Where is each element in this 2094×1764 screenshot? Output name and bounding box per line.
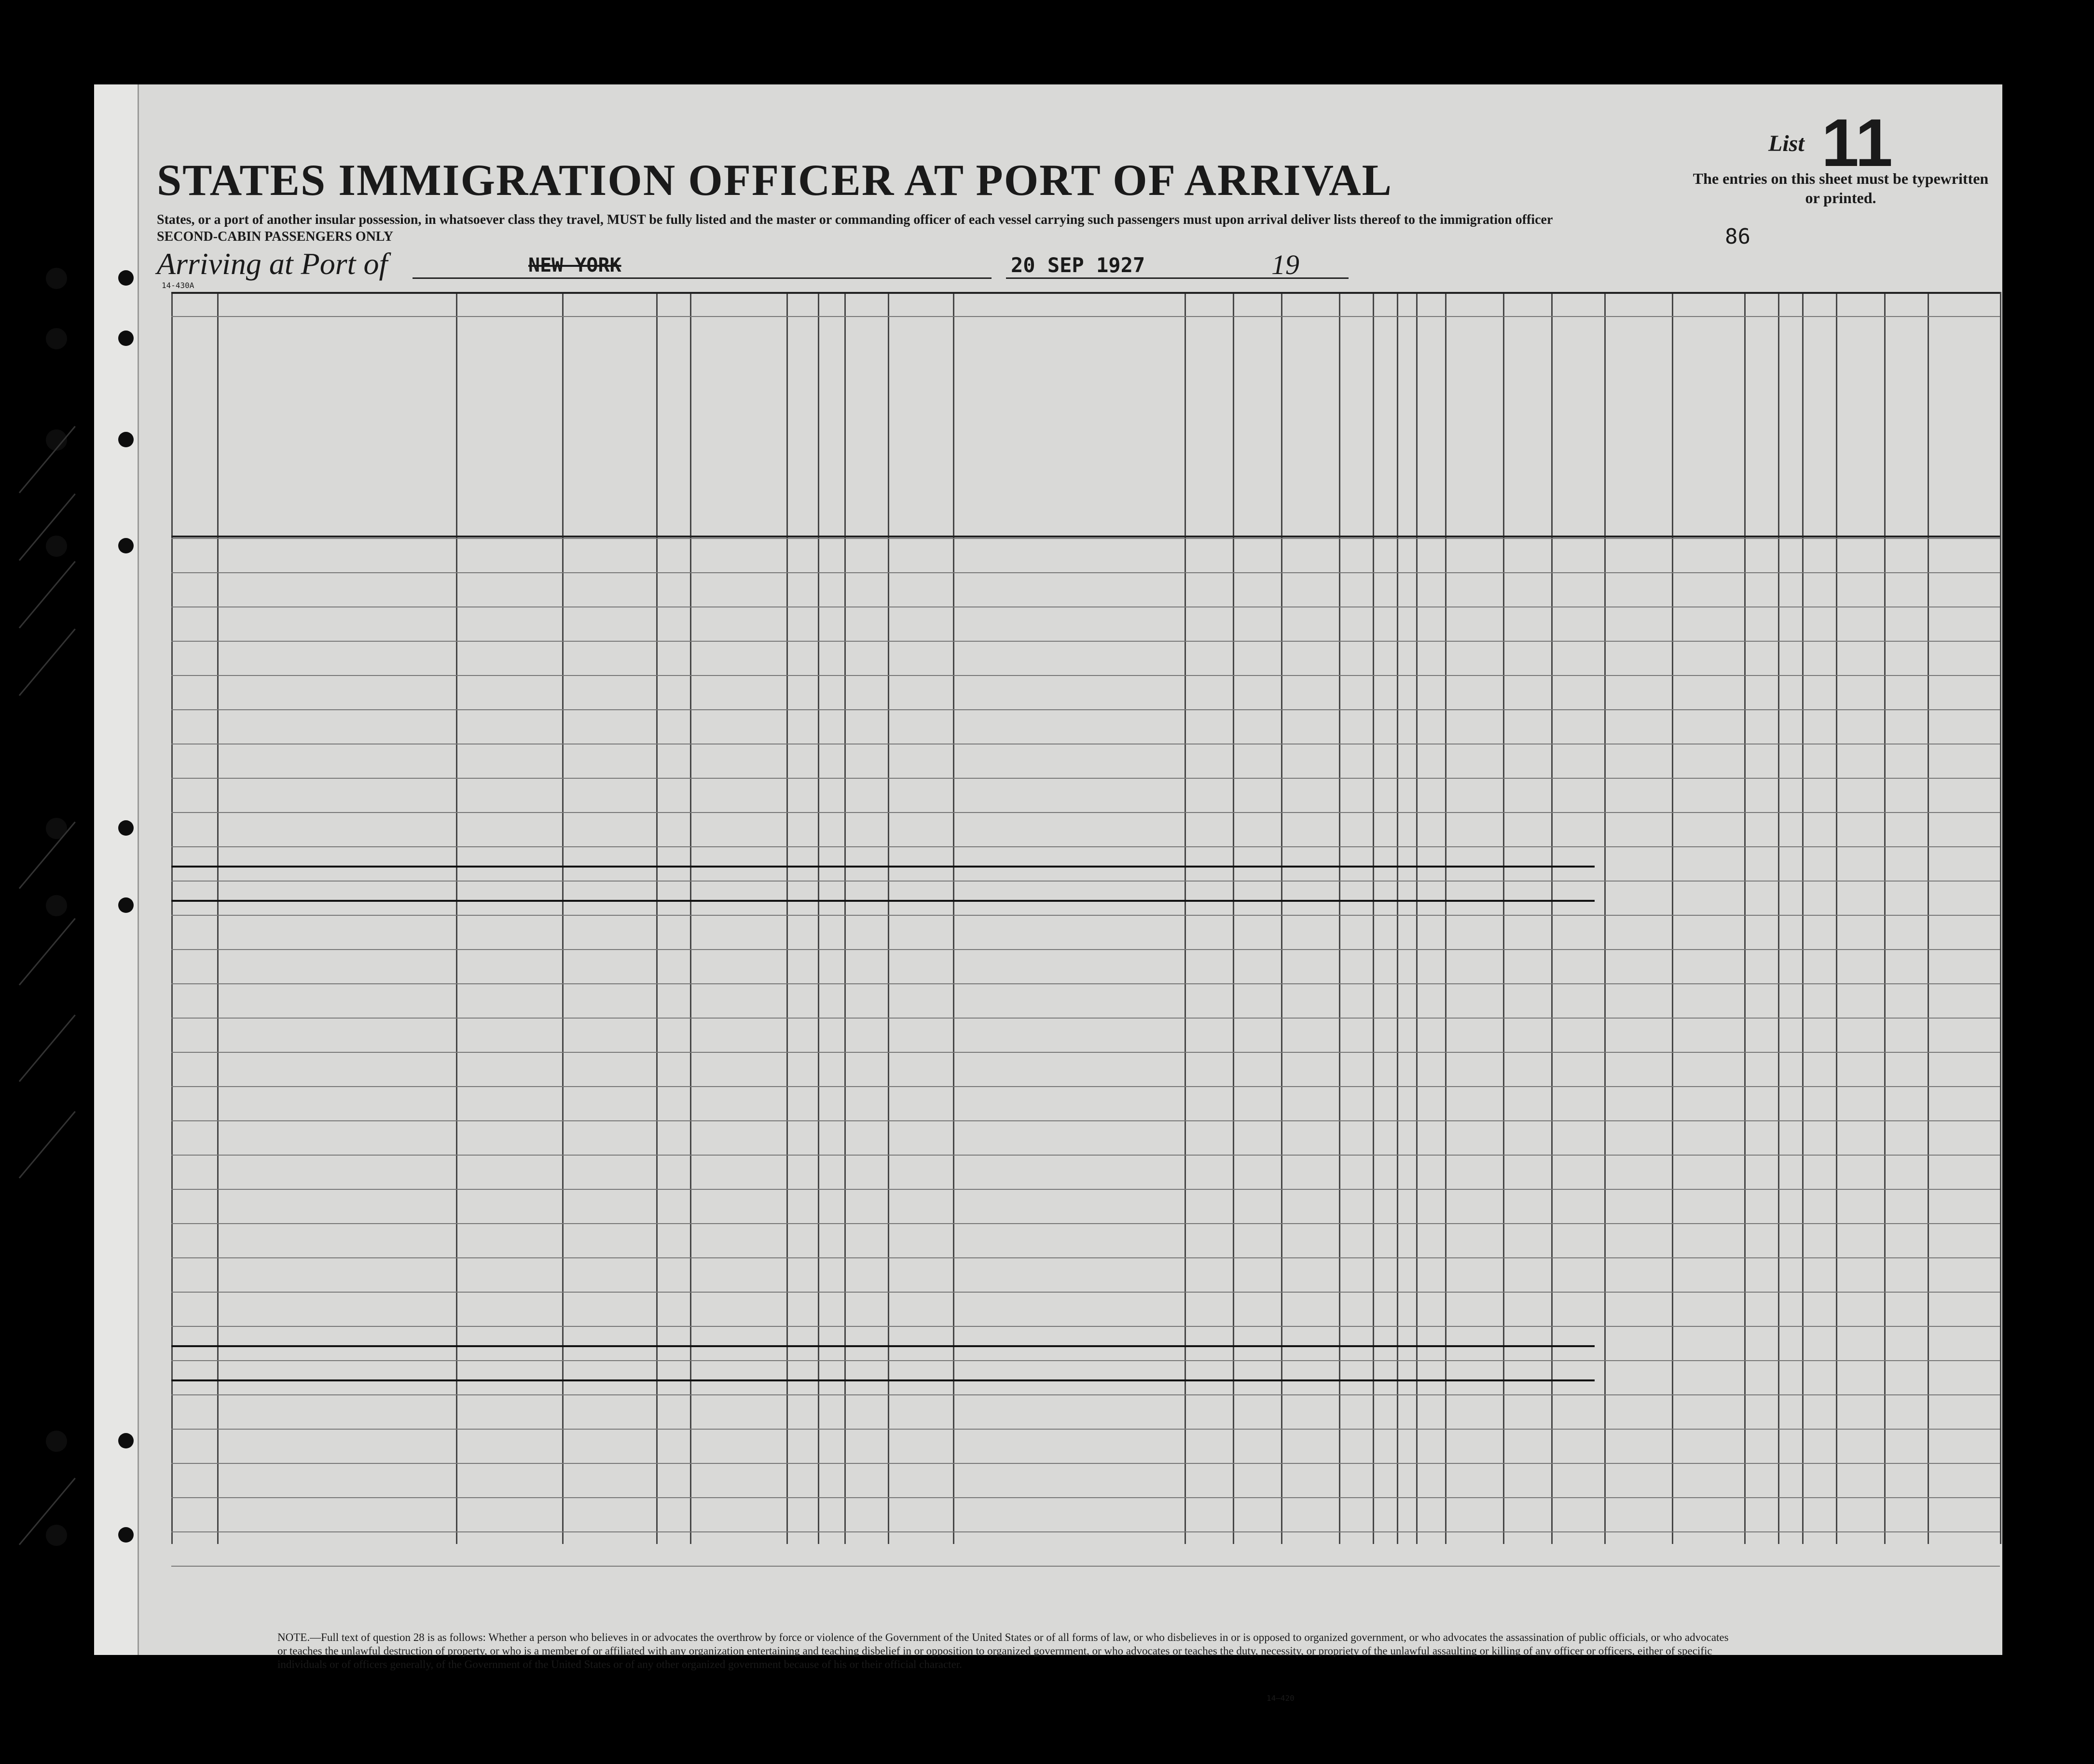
arriving-label: Arriving at Port of bbox=[157, 247, 388, 281]
column-divider bbox=[217, 292, 219, 1544]
strikethrough-line bbox=[171, 1379, 1595, 1381]
binding-hole bbox=[118, 538, 134, 553]
page-title: STATES IMMIGRATION OFFICER AT PORT OF ARRIVAL bbox=[157, 155, 1392, 205]
row-rule bbox=[171, 1566, 2000, 1567]
column-divider bbox=[844, 292, 846, 1544]
row-rule bbox=[171, 1326, 2000, 1327]
row-rule bbox=[171, 572, 2000, 573]
binding-hole bbox=[46, 536, 67, 557]
binding-hole bbox=[46, 268, 67, 289]
margin-mark bbox=[19, 1015, 76, 1082]
binding-hole bbox=[118, 1527, 134, 1543]
column-number-rule bbox=[171, 316, 2000, 317]
arrival-date: 20 SEP 1927 bbox=[1011, 253, 1145, 277]
column-divider bbox=[1339, 292, 1340, 1544]
margin-mark bbox=[19, 1111, 76, 1179]
row-rule bbox=[171, 1429, 2000, 1430]
row-rule bbox=[171, 915, 2000, 916]
row-rule bbox=[171, 1223, 2000, 1224]
row-rule bbox=[171, 675, 2000, 676]
strikethrough-line bbox=[171, 900, 1595, 902]
row-rule bbox=[171, 949, 2000, 950]
row-rule bbox=[171, 1292, 2000, 1293]
binding-hole bbox=[118, 820, 134, 836]
binding-hole bbox=[118, 270, 134, 286]
binding-hole bbox=[46, 1525, 67, 1546]
column-divider bbox=[1185, 292, 1186, 1544]
column-divider bbox=[953, 292, 954, 1544]
column-divider bbox=[2000, 292, 2001, 1544]
row-rule bbox=[171, 1018, 2000, 1019]
column-divider bbox=[818, 292, 819, 1544]
margin-mark bbox=[19, 629, 76, 696]
typewritten-note: The entries on this sheet must be typewritten or printed. bbox=[1693, 170, 1989, 207]
column-divider bbox=[562, 292, 564, 1544]
binding-hole bbox=[118, 432, 134, 447]
row-rule bbox=[171, 1189, 2000, 1190]
binding-hole bbox=[46, 328, 67, 349]
column-divider bbox=[888, 292, 889, 1544]
column-divider bbox=[1551, 292, 1553, 1544]
header-top-rule bbox=[171, 292, 2000, 294]
footnote-code: 14—420 bbox=[1267, 1694, 1295, 1703]
row-rule bbox=[171, 1155, 2000, 1156]
column-divider bbox=[1233, 292, 1234, 1544]
manifest-table bbox=[171, 292, 2000, 1544]
column-divider bbox=[171, 292, 173, 1544]
column-divider bbox=[1445, 292, 1447, 1544]
row-rule bbox=[171, 1497, 2000, 1498]
list-number: 11 bbox=[1821, 105, 1893, 180]
binding-hole bbox=[118, 897, 134, 913]
list-label: List bbox=[1768, 131, 1805, 156]
port-name: NEW YORK bbox=[528, 254, 621, 276]
column-divider bbox=[456, 292, 457, 1544]
row-rule bbox=[171, 1360, 2000, 1361]
year-prefix: 19 bbox=[1271, 249, 1299, 280]
column-divider bbox=[1836, 292, 1837, 1544]
binding-hole bbox=[46, 1431, 67, 1452]
column-divider bbox=[1802, 292, 1804, 1544]
form-code: 14-430A bbox=[162, 281, 194, 290]
column-divider bbox=[1397, 292, 1398, 1544]
column-divider bbox=[656, 292, 658, 1544]
strikethrough-line bbox=[171, 866, 1595, 868]
port-underline bbox=[413, 277, 992, 279]
cabin-class: SECOND-CABIN PASSENGERS ONLY bbox=[157, 229, 394, 244]
binding-hole bbox=[118, 1433, 134, 1448]
column-divider bbox=[786, 292, 788, 1544]
row-rule bbox=[171, 538, 2000, 539]
page-subtitle: States, or a port of another insular possession, in whatsoever class they travel, MUST be fully listed and the master or commanding officer of each vessel carrying such passengers must upon arrival deliver lists thereof to the immigration officer bbox=[157, 212, 1553, 227]
manifest-sheet bbox=[94, 84, 2002, 1703]
row-rule bbox=[171, 1086, 2000, 1087]
strikethrough-line bbox=[171, 1345, 1595, 1347]
row-rule bbox=[171, 606, 2000, 607]
row-rule bbox=[171, 1052, 2000, 1053]
margin-mark bbox=[19, 918, 76, 986]
row-rule bbox=[171, 1120, 2000, 1121]
footnote: NOTE.—Full text of question 28 is as follows: Whether a person who believes in or advocates the overthrow by force or violence of the Government of the United States or of all forms of law, or who disbelieves in or is opposed to organized government, or who advocates the assassination of public officials, or who advocates or teaches the unlawful destruction of property, or who is a member of or affiliated with any organization entertaining and teaching disbelief in or opposition to organized government, or who advocates or teaches the duty, necessity, or propriety of the unlawful assaulting or killing of any officer or officers, either of specific individuals or of officers generally, of the Government of the United States or of any other organized government because of his or their official character. bbox=[277, 1631, 1729, 1670]
binding-hole bbox=[46, 895, 67, 916]
row-rule bbox=[171, 709, 2000, 710]
row-rule bbox=[171, 881, 2000, 882]
column-divider bbox=[1281, 292, 1282, 1544]
column-divider bbox=[1373, 292, 1374, 1544]
column-divider bbox=[1884, 292, 1886, 1544]
row-rule bbox=[171, 641, 2000, 642]
row-rule bbox=[171, 1257, 2000, 1258]
row-rule bbox=[171, 983, 2000, 984]
column-divider bbox=[690, 292, 691, 1544]
column-divider bbox=[1672, 292, 1673, 1544]
row-rule bbox=[171, 778, 2000, 779]
row-rule bbox=[171, 1531, 2000, 1532]
page-number: 86 bbox=[1725, 224, 1750, 249]
column-divider bbox=[1778, 292, 1779, 1544]
binding-strip bbox=[94, 84, 139, 1655]
column-divider bbox=[1416, 292, 1418, 1544]
row-rule bbox=[171, 1394, 2000, 1395]
row-rule bbox=[171, 812, 2000, 813]
row-rule bbox=[171, 846, 2000, 847]
header-bottom-rule bbox=[171, 536, 2000, 537]
row-rule bbox=[171, 1463, 2000, 1464]
column-divider bbox=[1928, 292, 1929, 1544]
column-divider bbox=[1744, 292, 1746, 1544]
column-divider bbox=[1503, 292, 1504, 1544]
column-divider bbox=[1604, 292, 1606, 1544]
binding-hole bbox=[118, 331, 134, 346]
margin-mark bbox=[19, 561, 76, 629]
